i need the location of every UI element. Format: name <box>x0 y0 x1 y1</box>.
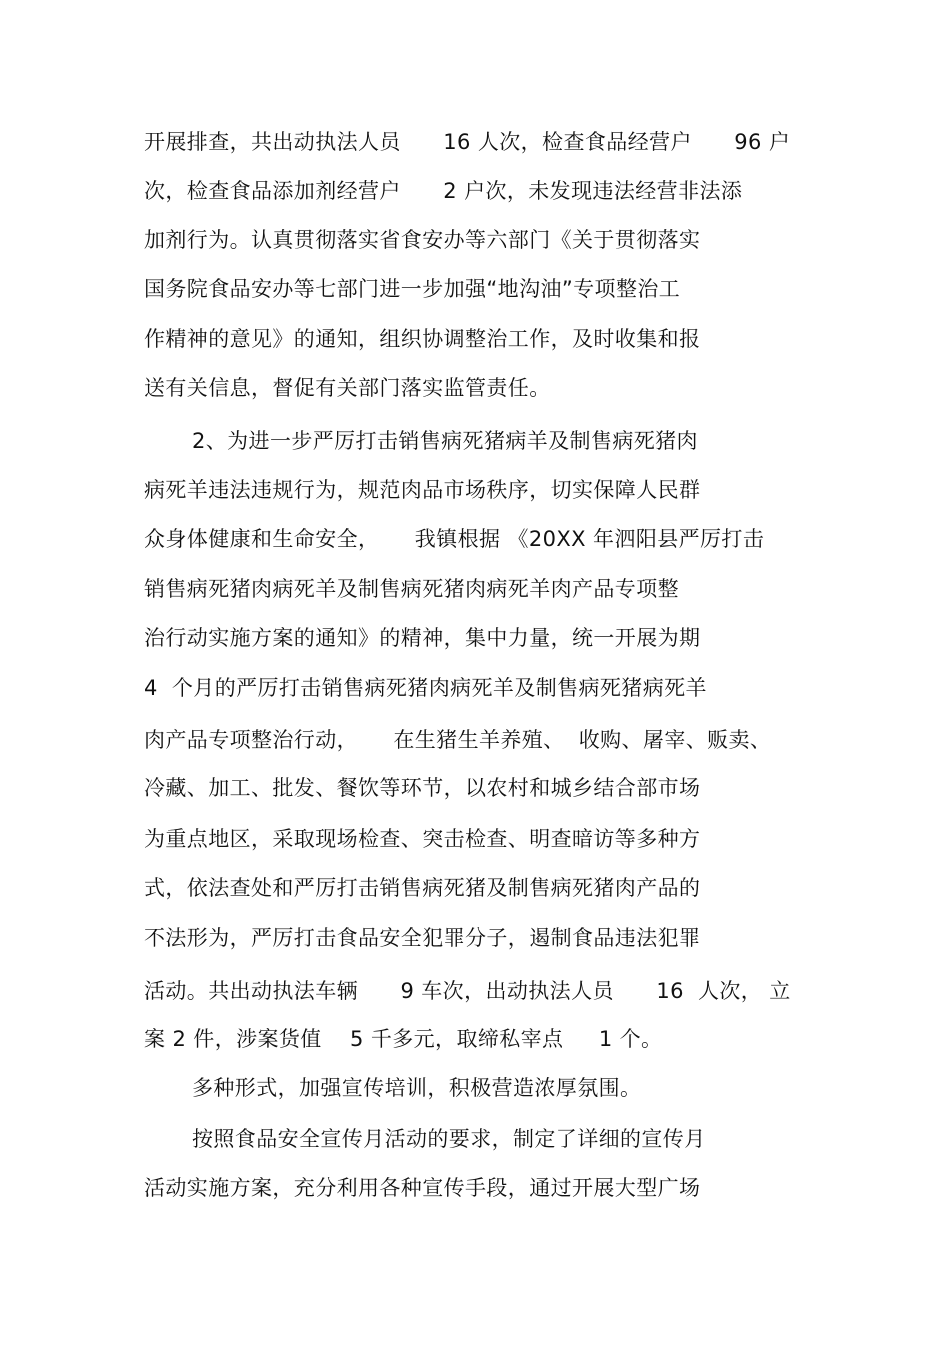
text-line: 式，依法查处和严厉打击销售病死猪及制售病死猪肉产品的 <box>144 876 701 900</box>
text-line: 众身体健康和生命安全， 我镇根据 《20XX 年泗阳县严厉打击 <box>144 527 765 551</box>
text-line: 冷藏、加工、批发、餐饮等环节，以农村和城乡结合部市场 <box>144 776 701 800</box>
text-line: 肉产品专项整治行动， 在生猪生羊养殖、 收购、屠宰、贩卖、 <box>144 728 772 752</box>
text-line: 活动实施方案，充分利用各种宣传手段，通过开展大型广场 <box>144 1176 701 1200</box>
paragraph-first-line: 2、为进一步严厉打击销售病死猪病羊及制售病死猪肉 <box>192 429 698 453</box>
text-line: 案 2 件，涉案货值 5 千多元，取缔私宰点 1 个。 <box>144 1027 663 1051</box>
text-line: 作精神的意见》的通知，组织协调整治工作，及时收集和报 <box>144 327 701 351</box>
text-line: 开展排查，共出动执法人员 16 人次，检查食品经营户 96 户 <box>144 130 791 154</box>
text-line: 病死羊违法违规行为，规范肉品市场秩序，切实保障人民群 <box>144 478 701 502</box>
text-line: 国务院食品安办等七部门进一步加强“地沟油”专项整治工 <box>144 277 681 301</box>
text-line: 不法形为，严厉打击食品安全犯罪分子，遏制食品违法犯罪 <box>144 926 701 950</box>
text-line: 治行动实施方案的通知》的精神，集中力量，统一开展为期 <box>144 626 701 650</box>
text-line: 4 个月的严厉打击销售病死猪肉病死羊及制售病死猪病死羊 <box>144 676 707 700</box>
paragraph-first-line: 按照食品安全宣传月活动的要求，制定了详细的宣传月 <box>192 1127 706 1151</box>
text-line: 加剂行为。认真贯彻落实省食安办等六部门《关于贯彻落实 <box>144 228 701 252</box>
text-line: 销售病死猪肉病死羊及制售病死猪肉病死羊肉产品专项整 <box>144 577 679 601</box>
paragraph-first-line: 多种形式，加强宣传培训，积极营造浓厚氛围。 <box>192 1076 642 1100</box>
text-line: 为重点地区，采取现场检查、突击检查、明查暗访等多种方 <box>144 827 701 851</box>
text-line: 次，检查食品添加剂经营户 2 户次，未发现违法经营非法添 <box>144 179 743 203</box>
text-line: 送有关信息，督促有关部门落实监管责任。 <box>144 376 551 400</box>
text-line: 活动。共出动执法车辆 9 车次，出动执法人员 16 人次， 立 <box>144 979 791 1003</box>
